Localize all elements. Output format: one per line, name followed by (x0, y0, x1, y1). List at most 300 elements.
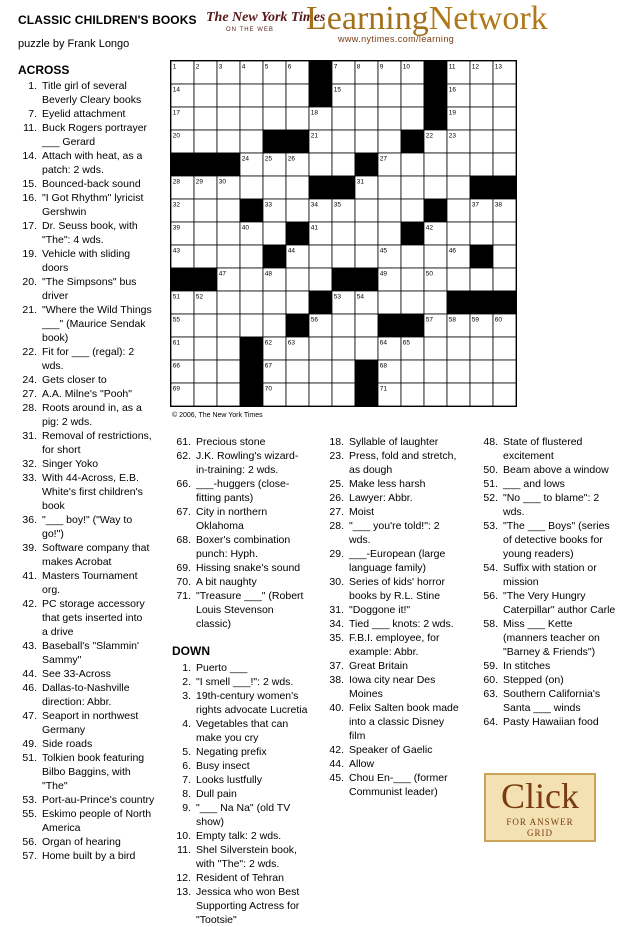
clue-number: 48. (483, 436, 498, 448)
grid-cell[interactable] (424, 245, 447, 268)
grid-cell[interactable] (194, 199, 217, 222)
clue-number: 49. (22, 738, 37, 750)
clue-number: 14. (22, 150, 37, 162)
clue-text: PC storage accessory (42, 598, 145, 610)
grid-cell[interactable] (493, 268, 516, 291)
cell-number: 67 (264, 362, 273, 370)
grid-cell[interactable] (447, 222, 470, 245)
clue-number: 34. (329, 618, 344, 630)
grid-cell[interactable] (194, 84, 217, 107)
cell-number: 21 (310, 132, 319, 140)
clue-text: Vehicle with sliding (42, 248, 131, 260)
cell-number: 25 (264, 155, 273, 163)
grid-cell[interactable] (240, 176, 263, 199)
brand-network: Network (428, 0, 548, 37)
clue-text: book (42, 500, 65, 512)
grid-cell[interactable] (217, 222, 240, 245)
grid-cell[interactable] (286, 291, 309, 314)
clue-text: pig: 2 wds. (42, 416, 93, 428)
grid-cell[interactable] (493, 107, 516, 130)
across-clue (18, 177, 168, 191)
grid-cell[interactable] (240, 291, 263, 314)
across-clue (172, 505, 322, 533)
grid-cell[interactable] (332, 130, 355, 153)
grid-cell[interactable] (470, 383, 493, 406)
clue-text: Southern California's (503, 688, 601, 700)
clue-number: 10. (176, 830, 191, 842)
clue-text: "The Simpsons" bus (42, 276, 137, 288)
clue-text: "The" (42, 780, 68, 792)
grid-cell[interactable] (401, 107, 424, 130)
clue-text: excitement (503, 450, 554, 462)
down-clue (479, 715, 624, 729)
clue-text: wds. (503, 506, 525, 518)
grid-cell[interactable] (493, 222, 516, 245)
grid-cell[interactable] (447, 268, 470, 291)
grid-cell[interactable] (217, 314, 240, 337)
black-square (493, 176, 516, 199)
clue-text: "___ you're told!": 2 (349, 520, 440, 532)
clue-text: ___ and lows (503, 478, 565, 490)
clue-text: Speaker of Gaelic (349, 744, 433, 756)
nyt-logo[interactable]: The New York Times (206, 10, 326, 25)
grid-cell[interactable] (447, 153, 470, 176)
clue-text: Germany (42, 724, 86, 736)
clue-text: Allow (349, 758, 375, 770)
grid-cell[interactable] (378, 222, 401, 245)
grid-cell[interactable] (470, 337, 493, 360)
clue-text: Software company that (42, 542, 150, 554)
clue-number: 42. (329, 744, 344, 756)
grid-cell[interactable] (378, 130, 401, 153)
black-square (355, 153, 378, 176)
cell-number: 62 (264, 339, 273, 347)
across-clue (172, 589, 322, 631)
clue-text: "I Got Rhythm" lyricist (42, 192, 144, 204)
grid-cell[interactable] (355, 130, 378, 153)
clue-text: wds. (42, 360, 64, 372)
grid-cell[interactable] (217, 84, 240, 107)
grid-cell[interactable] (194, 360, 217, 383)
grid-cell[interactable] (470, 153, 493, 176)
grid-cell[interactable] (378, 84, 401, 107)
clue-number: 61. (176, 436, 191, 448)
across-clue (18, 303, 168, 345)
grid-cell[interactable] (378, 291, 401, 314)
clue-text: Lawyer: Abbr. (349, 492, 413, 504)
grid-cell[interactable] (470, 84, 493, 107)
clue-text: Singer Yoko (42, 458, 99, 470)
grid-cell[interactable] (493, 153, 516, 176)
grid-cell[interactable] (493, 130, 516, 153)
cell-number: 46 (448, 247, 457, 255)
down-clue (172, 717, 322, 745)
clue-text: Louis Stevenson (196, 604, 274, 616)
clue-text: mission (503, 576, 539, 588)
down-heading: DOWN (172, 644, 210, 658)
grid-cell[interactable] (309, 337, 332, 360)
grid-cell[interactable] (355, 245, 378, 268)
cell-number: 60 (494, 316, 503, 324)
clue-text: A.A. Milne's "Pooh" (42, 388, 132, 400)
grid-cell[interactable] (332, 314, 355, 337)
clue-number: 8. (182, 788, 191, 800)
clue-number: 43. (22, 640, 37, 652)
clue-text: Moist (349, 506, 375, 518)
clue-number: 39. (22, 542, 37, 554)
grid-cell[interactable] (424, 383, 447, 406)
learning-network-logo[interactable] (306, 0, 548, 38)
clue-number: 40. (329, 702, 344, 714)
grid-cell[interactable] (355, 222, 378, 245)
clue-text: Series of kids' horror (349, 576, 445, 588)
across-clue (18, 457, 168, 471)
crossword-grid[interactable] (170, 60, 517, 407)
black-square (355, 360, 378, 383)
grid-cell[interactable] (240, 245, 263, 268)
grid-cell[interactable] (493, 84, 516, 107)
cell-number: 59 (471, 316, 480, 324)
grid-cell[interactable] (194, 245, 217, 268)
clue-text: for short (42, 444, 81, 456)
clue-text: Caterpillar" author Carle (503, 604, 616, 616)
cell-number: 29 (195, 178, 204, 186)
grid-cell[interactable] (470, 107, 493, 130)
grid-cell[interactable] (355, 84, 378, 107)
clue-number: 42. (22, 598, 37, 610)
grid-cell[interactable] (424, 337, 447, 360)
across-clue (18, 569, 168, 597)
clue-text: Masters Tournament (42, 570, 138, 582)
grid-cell[interactable] (194, 314, 217, 337)
clue-text: F.B.I. employee, for (349, 632, 440, 644)
clue-number: 41. (22, 570, 37, 582)
cell-number: 48 (264, 270, 273, 278)
grid-cell[interactable] (263, 222, 286, 245)
grid-cell[interactable] (194, 337, 217, 360)
grid-cell[interactable] (263, 176, 286, 199)
grid-cell[interactable] (378, 176, 401, 199)
clue-number: 21. (22, 304, 37, 316)
cell-number: 55 (172, 316, 181, 324)
clue-text: rights advocate Lucretia (196, 704, 308, 716)
black-square (332, 176, 355, 199)
clue-text: (manners teacher on (503, 632, 600, 644)
down-clue (325, 701, 475, 743)
grid-cell[interactable] (309, 360, 332, 383)
clue-text: patch: 2 wds. (42, 164, 104, 176)
grid-cell[interactable] (286, 268, 309, 291)
cell-number: 5 (264, 63, 269, 71)
cell-number: 12 (471, 63, 480, 71)
grid-cell[interactable] (286, 199, 309, 222)
grid-cell[interactable] (240, 268, 263, 291)
brand-learning: Learning (306, 0, 429, 37)
cell-number: 61 (172, 339, 181, 347)
copyright-notice: © 2006, The New York Times (172, 412, 263, 419)
black-square (401, 130, 424, 153)
grid-cell[interactable] (263, 291, 286, 314)
clue-number: 30. (329, 576, 344, 588)
clue-text: Busy insect (196, 760, 250, 772)
clue-text: Buck Rogers portrayer (42, 122, 148, 134)
cell-number: 2 (195, 63, 200, 71)
clue-text: "___ boy!" ("Way to (42, 514, 133, 526)
clue-text: Beam above a window (503, 464, 609, 476)
cell-number: 65 (402, 339, 411, 347)
grid-cell[interactable] (378, 199, 401, 222)
clue-text: Gershwin (42, 206, 87, 218)
grid-cell[interactable] (217, 291, 240, 314)
grid-cell[interactable] (240, 107, 263, 130)
black-square (424, 107, 447, 130)
across-clue (18, 107, 168, 121)
black-square (286, 314, 309, 337)
grid-cell[interactable] (447, 199, 470, 222)
grid-cell[interactable] (286, 107, 309, 130)
grid-cell[interactable] (217, 199, 240, 222)
down-clue (325, 491, 475, 505)
grid-cell[interactable] (355, 107, 378, 130)
clue-number: 69. (176, 562, 191, 574)
grid-cell[interactable] (263, 107, 286, 130)
across-clue (18, 149, 168, 177)
grid-cell[interactable] (332, 360, 355, 383)
grid-cell[interactable] (424, 360, 447, 383)
clue-text: Tolkien book featuring (42, 752, 145, 764)
clue-text: Home built by a bird (42, 850, 136, 862)
grid-cell[interactable] (332, 337, 355, 360)
grid-cell[interactable] (470, 360, 493, 383)
clue-text: Title girl of several (42, 80, 127, 92)
grid-cell[interactable] (286, 176, 309, 199)
across-clue (18, 597, 168, 639)
clue-text: Chou En-___ (former (349, 772, 448, 784)
clue-number: 24. (22, 374, 37, 386)
grid-cell[interactable] (401, 153, 424, 176)
clue-text: film (349, 730, 366, 742)
cell-number: 13 (494, 63, 503, 71)
grid-cell[interactable] (424, 291, 447, 314)
grid-cell[interactable] (217, 383, 240, 406)
down-clue (172, 759, 322, 773)
grid-cell[interactable] (401, 383, 424, 406)
black-square (470, 176, 493, 199)
clue-number: 28. (22, 402, 37, 414)
down-clue (172, 871, 322, 885)
across-clue (18, 247, 168, 275)
grid-cell[interactable] (263, 314, 286, 337)
grid-cell[interactable] (217, 245, 240, 268)
grid-cell[interactable] (378, 107, 401, 130)
clue-text: Miss ___ Kette (503, 618, 573, 630)
across-clue (18, 737, 168, 751)
grid-cell[interactable] (447, 176, 470, 199)
grid-cell[interactable] (447, 337, 470, 360)
cell-number: 35 (333, 201, 342, 209)
cell-number: 51 (172, 293, 181, 301)
grid-cell[interactable] (217, 130, 240, 153)
down-clue (172, 885, 322, 927)
grid-cell[interactable] (263, 84, 286, 107)
black-square (194, 153, 217, 176)
black-square (424, 84, 447, 107)
clue-number: 27. (329, 506, 344, 518)
grid-cell[interactable] (470, 130, 493, 153)
clue-text: show) (196, 816, 225, 828)
grid-cell[interactable] (217, 337, 240, 360)
across-clue (18, 681, 168, 709)
clue-text: Tied ___ knots: 2 wds. (349, 618, 454, 630)
clue-number: 12. (176, 872, 191, 884)
across-clue (18, 751, 168, 793)
grid-cell[interactable] (332, 153, 355, 176)
down-clue (325, 771, 475, 799)
clue-text: Eskimo people of North (42, 808, 152, 820)
cell-number: 41 (310, 224, 319, 232)
clue-number: 55. (22, 808, 37, 820)
clue-text: "___ Na Na" (old TV (196, 802, 291, 814)
cell-number: 56 (310, 316, 319, 324)
clue-text: direction: Abbr. (42, 696, 112, 708)
grid-cell[interactable] (401, 84, 424, 107)
grid-cell[interactable] (194, 130, 217, 153)
black-square (332, 268, 355, 291)
clue-text: America (42, 822, 81, 834)
clue-text: Dr. Seuss book, with (42, 220, 138, 232)
grid-cell[interactable] (332, 245, 355, 268)
clue-number: 1. (182, 662, 191, 674)
grid-cell[interactable] (309, 153, 332, 176)
clue-text: "Barney & Friends") (503, 646, 596, 658)
clue-number: 67. (176, 506, 191, 518)
grid-cell[interactable] (332, 107, 355, 130)
clue-number: 52. (483, 492, 498, 504)
grid-cell[interactable] (286, 383, 309, 406)
down-clue (172, 661, 322, 675)
grid-cell[interactable] (286, 360, 309, 383)
clue-text: Bounced-back sound (42, 178, 141, 190)
down-clue (479, 589, 624, 617)
grid-cell[interactable] (424, 176, 447, 199)
clue-text: into a classic Disney (349, 716, 445, 728)
grid-cell[interactable] (470, 222, 493, 245)
grid-cell[interactable] (240, 314, 263, 337)
clue-text: Organ of hearing (42, 836, 121, 848)
grid-cell[interactable] (309, 383, 332, 406)
clue-text: as dough (349, 464, 393, 476)
across-clue (172, 561, 322, 575)
grid-cell[interactable] (401, 291, 424, 314)
grid-cell[interactable] (401, 268, 424, 291)
black-square (240, 199, 263, 222)
clue-text: Iowa city near Des (349, 674, 436, 686)
across-clue (18, 401, 168, 429)
clue-number: 6. (182, 760, 191, 772)
grid-cell[interactable] (194, 383, 217, 406)
cell-number: 8 (356, 63, 361, 71)
down-clue (325, 603, 475, 617)
grid-cell[interactable] (332, 222, 355, 245)
grid-cell[interactable] (401, 199, 424, 222)
grid-cell[interactable] (424, 153, 447, 176)
down-clue (325, 477, 475, 491)
grid-cell[interactable] (401, 360, 424, 383)
down-clue (325, 505, 475, 519)
clue-number: 27. (22, 388, 37, 400)
clue-number: 63. (483, 688, 498, 700)
grid-cell[interactable] (493, 383, 516, 406)
clue-text: Shel Silverstein book, (196, 844, 297, 856)
grid-cell[interactable] (355, 337, 378, 360)
down-clue (325, 435, 475, 449)
clue-number: 13. (176, 886, 191, 898)
cell-number: 63 (287, 339, 296, 347)
cell-number: 4 (241, 63, 246, 71)
down-clue (172, 773, 322, 787)
cell-number: 23 (448, 132, 457, 140)
grid-cell[interactable] (355, 314, 378, 337)
across-clue (18, 849, 168, 863)
clue-number: 25. (329, 478, 344, 490)
grid-cell[interactable] (217, 107, 240, 130)
clue-number: 70. (176, 576, 191, 588)
down-clue (479, 491, 624, 519)
clue-text: "Treasure ___" (Robert (196, 590, 304, 602)
clue-text: wds. (349, 534, 371, 546)
cell-number: 17 (172, 109, 181, 117)
grid-cell[interactable] (217, 360, 240, 383)
grid-cell[interactable] (447, 360, 470, 383)
clue-text: Baseball's "Slammin' (42, 640, 140, 652)
grid-cell[interactable] (493, 245, 516, 268)
grid-cell[interactable] (332, 383, 355, 406)
grid-cell[interactable] (447, 383, 470, 406)
grid-cell[interactable] (194, 107, 217, 130)
grid-cell[interactable] (401, 245, 424, 268)
clue-number: 56. (483, 590, 498, 602)
cell-number: 32 (172, 201, 181, 209)
black-square (401, 314, 424, 337)
grid-cell[interactable] (493, 337, 516, 360)
clue-text: "Tootsie" (196, 914, 237, 926)
grid-cell[interactable] (309, 245, 332, 268)
grid-cell[interactable] (240, 84, 263, 107)
clue-text: Beverly Cleary books (42, 94, 142, 106)
answer-grid-button[interactable] (484, 773, 596, 842)
clue-text: In stitches (503, 660, 551, 672)
down-clue (479, 463, 624, 477)
clue-text: org. (42, 584, 61, 596)
site-url-link[interactable]: www.nytimes.com/learning (338, 34, 455, 44)
clue-text: Dallas-to-Nashville (42, 682, 130, 694)
cell-number: 71 (379, 385, 388, 393)
grid-cell[interactable] (309, 268, 332, 291)
grid-cell[interactable] (470, 268, 493, 291)
grid-cell[interactable] (194, 222, 217, 245)
clue-text: ___" (Maurice Sendak (42, 318, 146, 330)
grid-cell[interactable] (240, 130, 263, 153)
clue-number: 54. (483, 562, 498, 574)
clue-number: 36. (22, 514, 37, 526)
grid-cell[interactable] (355, 199, 378, 222)
clue-number: 51. (483, 478, 498, 490)
down-clue (325, 631, 475, 659)
grid-cell[interactable] (286, 84, 309, 107)
grid-cell[interactable] (493, 360, 516, 383)
grid-cell[interactable] (401, 176, 424, 199)
down-clue (325, 617, 475, 631)
